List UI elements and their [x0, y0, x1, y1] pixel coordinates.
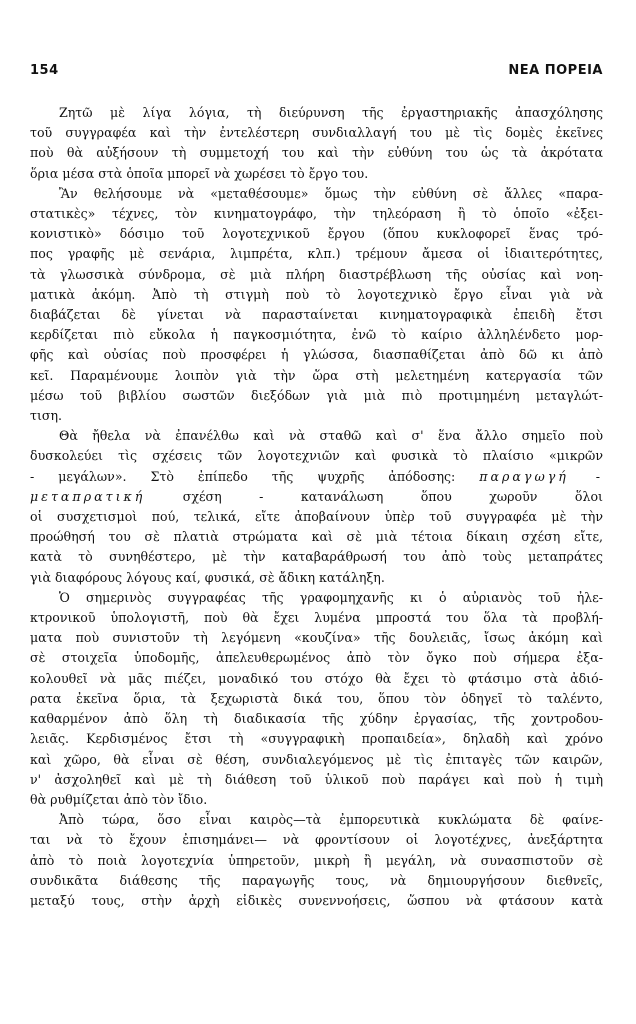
paragraph-line: [30, 527, 603, 547]
paragraph-line: [30, 265, 603, 285]
text-line: καθαρμένον ἀπὸ ὅλη τὴ διαδικασία τῆς χύδην ἐργασίας, τῆς χοντροδου-: [30, 711, 603, 727]
text-line: διαβάζεται δὲ γίνεται νὰ παρασταίνεται κινηματογραφικὰ ἐπειδὴ ἔτσι: [30, 307, 603, 323]
text-line: Ὁ σημερινὸς συγγραφέας τῆς γραφομηχανῆς κι ὁ αὐριανὸς τοῦ ἠλε-: [59, 589, 603, 605]
text-line: σὲ στοιχεῖα ὑποδομῆς, ἀπελευθερωμένος ἀπὸ τὸν ὄγκο ποὺ σήμερα ἐξα-: [30, 650, 603, 666]
text-line: δυσκολεύει τὶς σχέσεις τῶν λογοτεχνιῶν καὶ φυσικὰ τὸ πλαίσιο «μικρῶν: [30, 448, 603, 464]
text-line: ματικὰ ἀκόμη. Ἀπὸ τὴ στιγμὴ ποὺ τὸ λογοτεχνικὸ ἔργο εἶναι γιὰ νὰ: [30, 286, 603, 302]
text-line: ματα ποὺ συνιστοῦν τὴ λεγόμενη «κουζίνα» τῆς δουλειᾶς, ἴσως ἀκόμη καὶ: [30, 630, 603, 646]
text-line: μεταξύ τους, στὴν ἀρχὴ εἰδικὲς συνεννοήσεις, ὥσπου νὰ φτάσουν κατὰ: [30, 892, 603, 908]
paragraph: [30, 103, 603, 123]
paragraph-line: [30, 446, 603, 466]
text-line: Ἂν θελήσουμε νὰ «μεταθέσουμε» ὅμως τὴν εὐθύνη σὲ ἄλλες «παρα-: [59, 185, 603, 201]
text-line: - μεγάλων». Στὸ ἐπίπεδο τῆς ψυχρῆς ἀπόδοσης:: [30, 468, 456, 484]
paragraph: [30, 426, 603, 446]
running-header: [30, 63, 603, 78]
text-line: κτρονικοῦ ὑπολογιστῆ, ποὺ θὰ ἔχει λυμένα μπροστά του ὅλα τὰ προβλή-: [30, 610, 603, 626]
paragraph: [30, 588, 603, 608]
paragraph-line: [30, 285, 603, 305]
paragraph-line: [30, 123, 603, 143]
text-line: οἱ συσχετισμοὶ πού, τελικά, εἴτε ἀποβαίνουν ὑπὲρ τοῦ συγγραφέα μὲ τὴν: [30, 509, 603, 525]
paragraph-line: [30, 143, 603, 163]
text-line: γιὰ διαφόρους λόγους καί, φυσικά, σὲ ἄδικη κατάληξη.: [30, 569, 385, 585]
paragraph-line: [30, 608, 603, 628]
paragraph-line: [30, 244, 603, 264]
paragraph-line: [30, 871, 603, 891]
body-text: [30, 103, 603, 911]
paragraph-line: [30, 345, 603, 365]
text-line: ν' ἀσχοληθεῖ καὶ μὲ τὴ διάθεση τοῦ ὑλικοῦ ποὺ παράγει καὶ ποὺ ἡ τιμὴ: [30, 771, 603, 787]
text-line: καὶ χῶρο, θὰ εἶναι σὲ θέση, συνδιαλεγόμενος μὲ τὶς ἐπιταγὲς τῶν καιρῶν,: [30, 751, 603, 767]
paragraph-line: [30, 406, 603, 426]
paragraph-line: [30, 366, 603, 386]
text-line: ρατα ἐκεῖνα ὅρια, τὰ ξεχωριστὰ δικά του, ὅπου τὸν ὁδηγεῖ τὸ ταλέντο,: [30, 690, 603, 706]
paragraph-line: [30, 709, 603, 729]
text-line: τιση.: [30, 408, 63, 424]
text-line: κερδίζεται πιὸ εὔκολα ἡ παγκοσμιότητα, ἐνῶ τὸ καίριο ἀλληλένδετο μορ-: [30, 327, 603, 343]
paragraph-line: [30, 830, 603, 850]
text-line: σχέση - κατανάλωση ὅπου χωροῦν ὅλοι: [182, 488, 603, 504]
text-line: πος γραφῆς μὲ σενάρια, λιμπρέτα, κλπ.) τρέμουν ἄμεσα οἱ ἰδιαιτερότητες,: [30, 246, 603, 262]
paragraph: [30, 810, 603, 830]
text-line: συνδικᾶτα διάθεσης τῆς παραγωγῆς τους, νὰ δημιουργήσουν διεθνεῖς,: [30, 872, 603, 888]
text-line: ἀπὸ τὸ ποιὰ λογοτεχνία ὑπηρετοῦν, μικρὴ ἢ μεγάλη, νὰ συνασπιστοῦν σὲ: [30, 852, 603, 868]
paragraph-line: [30, 790, 603, 810]
paragraph-line: [30, 750, 603, 770]
paragraph-line: [30, 770, 603, 790]
text-line: κατὰ τὸ συνηθέστερο, μὲ τὴν καταβαράθρωσή του ἀπὸ τοὺς μεταπράτες: [30, 549, 603, 565]
paragraph-line: [30, 669, 603, 689]
text-line: Ζητῶ μὲ λίγα λόγια, τὴ διεύρυνση τῆς ἐργαστηριακῆς ἀπασχόλησης: [59, 105, 603, 120]
text-line: Ἀπὸ τώρα, ὅσο εἶναι καιρὸς—τὰ ἐμπορευτικὰ κυκλώματα δὲ φαίνε-: [59, 812, 603, 828]
text-line: θὰ ρυθμίζεται ἀπὸ τὸν ἴδιο.: [30, 791, 208, 807]
paragraph: [30, 184, 603, 204]
text-line: τὰ γλωσσικὰ σύνδρομα, σὲ μιὰ πλήρη διαστρέβλωση τῆς οὐσίας καὶ νοη-: [30, 266, 603, 282]
paragraph-line: [30, 386, 603, 406]
paragraph-line: [30, 689, 603, 709]
text-line: ται νὰ τὸ ἔχουν ἐπισημάνει— νὰ φροντίσουν οἱ λογοτέχνες, ἀνεξάρτητα: [30, 832, 603, 848]
spaced-term: μεταπρατική: [30, 488, 146, 504]
paragraph-line: [30, 164, 603, 184]
text-line: στατικὲς» τέχνες, τὸν κινηματογράφο, τὴν τηλεόραση ἢ τὸ ὁποῖο «ἐξει-: [30, 206, 603, 222]
text-line: κονιστικὸ» δόσιμο τοῦ λογοτεχνικοῦ ἔργου (ὅπου κυκλοφορεῖ ἕνας τρό-: [30, 226, 603, 242]
text-line: Θὰ ἤθελα νὰ ἐπανέλθω καὶ νὰ σταθῶ καὶ σ' ἕνα ἄλλο σημεῖο ποὺ: [59, 428, 603, 444]
text-line: ὅρια μέσα στὰ ὁποῖα μπορεῖ νὰ χωρέσει τὸ ἔργο του.: [30, 165, 369, 181]
paragraph-line: [30, 851, 603, 871]
paragraph-line: [30, 487, 603, 507]
text-line: κολουθεῖ νὰ μᾶς πιέζει, μοναδικό του στόχο θὰ ἔχει τὸ φτάσιμο στὰ ἀδιό-: [30, 670, 603, 686]
text-line: ποὺ θὰ αὐξήσουν τὴ συμμετοχή του καὶ τὴν εὐθύνη του ὡς τὰ ἀκρότατα: [30, 145, 603, 161]
paragraph-line: [30, 507, 603, 527]
paragraph-line: [30, 648, 603, 668]
text-line: προώθησή του σὲ πλατιὰ στρώματα καὶ σὲ μιὰ τέτοια δίκαιη σχέση εἴτε,: [30, 529, 603, 545]
running-title: ΝΕΑ ΠΟΡΕΙΑ: [508, 63, 603, 78]
spaced-term: παραγωγή -: [479, 468, 603, 484]
page-number: 154: [30, 63, 59, 78]
text-line: μέσω τοῦ βιβλίου σωστῶν διεξόδων γιὰ μιὰ πιὸ προτιμημένη μεταγλώτ-: [30, 387, 603, 403]
text-line: λειᾶς. Κερδισμένος ἔτσι τὴ «συγγραφικὴ προπαιδεία», δηλαδὴ καὶ χρόνο: [30, 731, 603, 747]
paragraph-line: [30, 729, 603, 749]
paragraph-line: [30, 224, 603, 244]
paragraph-line: [30, 305, 603, 325]
paragraph-line: [30, 467, 603, 487]
paragraph-line: [30, 891, 603, 911]
paragraph-line: [30, 547, 603, 567]
text-line: φῆς καὶ οὐσίας ποὺ προσφέρει ἡ γλώσσα, διασπαθίζεται ἀπὸ δῶ κι ἀπὸ: [30, 347, 603, 363]
paragraph-line: [30, 325, 603, 345]
text-line: κεῖ. Παραμένουμε λοιπὸν γιὰ τὴν ὥρα στὴ μελετημένη κατεργασία τῶν: [30, 367, 603, 383]
paragraph-line: [30, 628, 603, 648]
paragraph-line: [30, 568, 603, 588]
text-line: τοῦ συγγραφέα καὶ τὴν ἐντελέστερη συνδιαλλαγή του μὲ τὶς δομὲς ἐκεῖνες: [30, 125, 603, 141]
paragraph-line: [30, 204, 603, 224]
